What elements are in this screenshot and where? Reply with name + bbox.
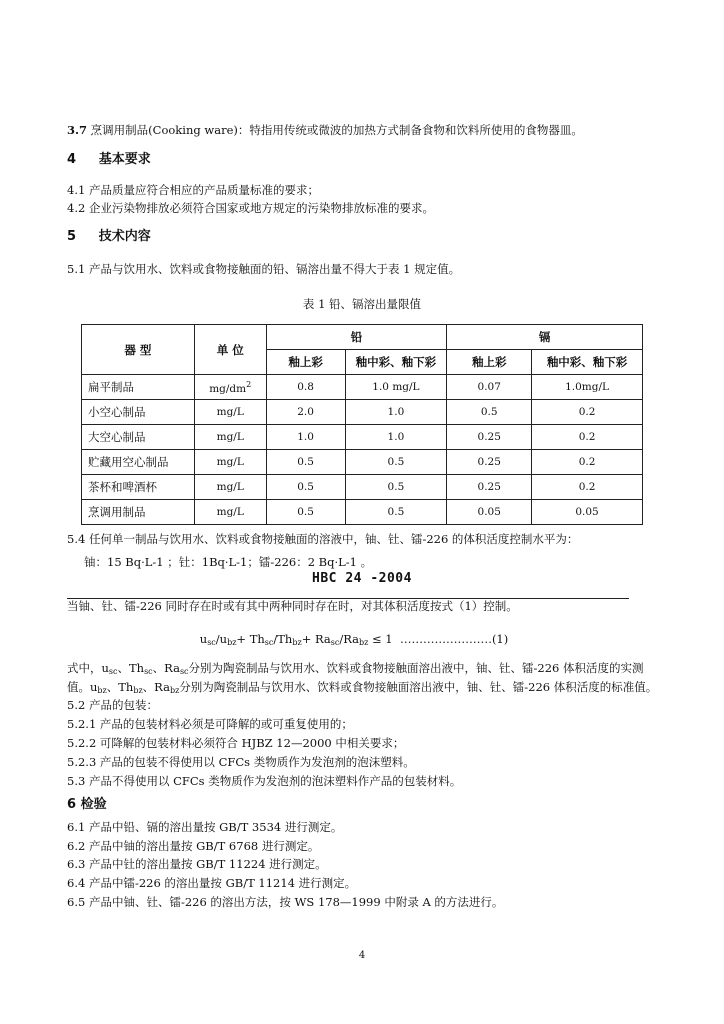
clause-6-1: 6.1 产品中铅、镉的溶出量按 GB/T 3534 进行测定。 [67,820,343,834]
cell-type: 扁平制品 [82,375,195,400]
cell-cadmium-on-glaze: 0.25 [447,450,532,475]
clause-5-2-2: 5.2.2 可降解的包装材料必须符合 HJBZ 12—2000 中相关要求； [67,736,405,750]
running-header-code: HBC 24 -2004 [312,571,412,586]
formula-u: u [199,632,208,646]
sub: sc [179,667,189,676]
clause-5-4: 5.4 任何单一制品与饮用水、饮料或食物接触面的溶液中，铀、钍、镭-226 的体积活度控制水平为： [67,532,579,546]
section-number: 3.7 [67,123,88,137]
cell-cadmium-in-under-glaze: 0.2 [532,450,643,475]
sub: bz [169,686,180,695]
table-row [82,450,643,475]
header-lead-on-glaze: 釉上彩 [266,350,345,375]
table-caption: 表 1 铅、镉溶出量限值 [302,297,422,311]
table-row [82,425,643,450]
table-row [82,375,643,400]
cell-cadmium-in-under-glaze: 0.2 [532,400,643,425]
coexistence-rule: 当铀、钍、镭-226 同时存在时或有其中两种同时存在时，对其体积活度按式（1）控制。 [67,599,518,613]
clause-4-1: 4.1 产品质量应符合相应的产品质量标准的要求； [67,183,319,197]
table-row [82,400,643,425]
cell-lead-in-under-glaze: 1.0 mg/L [345,375,447,400]
clause-6-4: 6.4 产品中镭-226 的溶出量按 GB/T 11214 进行测定。 [67,876,357,890]
clause-6-5: 6.5 产品中铀、钍、镭-226 的溶出方法，按 WS 178—1999 中附录 A 的方法进行。 [67,895,504,909]
explanation-line-2 [67,679,657,699]
clause-5-2: 5.2 产品的包装： [67,698,158,712]
clause-6-2: 6.2 产品中铀的溶出量按 GB/T 6768 进行测定。 [67,839,320,853]
cell-lead-on-glaze: 0.8 [266,375,345,400]
formula-sub: bz [359,638,369,647]
cell-unit: mg/L [194,475,266,500]
cell-lead-on-glaze: 0.5 [266,500,345,525]
limits-table [81,324,643,525]
table-row [82,475,643,500]
section-number: 4 [67,152,77,167]
sub: sc [144,667,153,676]
t: 分别为陶瓷制品与饮用水、饮料或食物接触面溶出液中，铀、钍、镭-226 体积活度的标准值。 [179,680,658,694]
clause-4-2: 4.2 企业污染物排放必须符合国家或地方规定的污染物排放标准的要求。 [67,201,434,215]
header-lead-in-under-glaze: 釉中彩、釉下彩 [345,350,447,375]
section-title: 基本要求 [98,152,151,167]
cell-lead-on-glaze: 0.5 [266,475,345,500]
definition-3-7 [67,122,583,138]
cell-lead-in-under-glaze: 0.5 [345,475,447,500]
formula-sub: sc [264,638,274,647]
table-header-row [82,325,643,350]
cell-cadmium-on-glaze: 0.05 [447,500,532,525]
cell-lead-in-under-glaze: 1.0 [345,425,447,450]
cell-lead-on-glaze: 1.0 [266,425,345,450]
t: 值。u [67,680,98,694]
clause-5-2-1: 5.2.1 产品的包装材料必须是可降解的或可重复使用的； [67,717,353,731]
cell-unit: mg/L [194,400,266,425]
section-5-heading [67,229,151,245]
cell-lead-on-glaze: 2.0 [266,400,345,425]
cell-type: 烹调用制品 [82,500,195,525]
formula-th: Th [277,632,293,646]
cell-cadmium-in-under-glaze: 0.05 [532,500,643,525]
cell-type: 大空心制品 [82,425,195,450]
explanation-line-1 [67,660,644,680]
formula-le: ≤ 1 [372,632,393,646]
table-row [82,500,643,525]
cell-cadmium-in-under-glaze: 0.2 [532,475,643,500]
definition-text: 烹调用制品(Cooking ware)：特指用传统或微波的加热方式制备食物和饮料所使用的食物器皿。 [90,123,583,137]
cell-cadmium-on-glaze: 0.25 [447,425,532,450]
cell-unit: mg/L [194,500,266,525]
clause-5-3: 5.3 产品不得使用以 CFCs 类物质作为发泡剂的泡沫塑料作产品的包装材料。 [67,774,462,788]
radioactivity-limits: 铀：15 Bq·L-1 ；钍：1Bq·L-1；镭-226：2 Bq·L-1 。 [84,555,373,569]
formula-u: u [219,632,228,646]
cell-lead-in-under-glaze: 0.5 [345,500,447,525]
section-number: 5 [67,229,77,244]
cell-unit [194,375,266,400]
formula-sub: bz [227,638,237,647]
cell-cadmium-in-under-glaze: 0.2 [532,425,643,450]
cell-type: 贮藏用空心制品 [82,450,195,475]
t: 、Th [106,680,134,694]
formula-th: Th [249,632,265,646]
cell-lead-in-under-glaze: 0.5 [345,450,447,475]
header-type: 器 型 [82,325,195,375]
t: 、Ra [142,680,170,694]
header-cadmium-on-glaze: 釉上彩 [447,350,532,375]
t: 、Ra [152,661,180,675]
cell-type: 茶杯和啤酒杯 [82,475,195,500]
formula-ra: Ra [343,632,360,646]
sub: bz [97,686,107,695]
cell-cadmium-in-under-glaze: 1.0mg/L [532,375,643,400]
sub: sc [108,667,118,676]
unit-text: mg/dm [209,382,247,395]
section-6-heading: 6 检验 [67,797,107,812]
header-cadmium-in-under-glaze: 釉中彩、釉下彩 [532,350,643,375]
cell-unit: mg/L [194,425,266,450]
header-unit: 单 位 [194,325,266,375]
page-number: 4 [358,950,366,961]
formula-ra: Ra [314,632,331,646]
sub: bz [133,686,143,695]
formula-1: $u_{sc}/u_{bz}+ Th_{sc}/Th_{bz}+ Ra_{sc}/Ra_{bz} \le 1$ ……………………(1) [199,632,509,647]
section-4-heading [67,152,151,168]
formula-number: ……………………(1) [399,632,509,646]
t: 式中，u [67,661,109,675]
clause-5-1: 5.1 产品与饮用水、饮料或食物接触面的铅、镉溶出量不得大于表 1 规定值。 [67,262,461,276]
formula-sub: sc [207,638,216,647]
cell-cadmium-on-glaze: 0.07 [447,375,532,400]
cell-unit: mg/L [194,450,266,475]
cell-cadmium-on-glaze: 0.5 [447,400,532,425]
formula-sub: sc [330,638,340,647]
section-title: 技术内容 [98,229,151,244]
t: 、Th [117,661,145,675]
cell-lead-in-under-glaze: 1.0 [345,400,447,425]
clause-6-3: 6.3 产品中钍的溶出量按 GB/T 11224 进行测定。 [67,857,327,871]
cell-lead-on-glaze: 0.5 [266,450,345,475]
cell-cadmium-on-glaze: 0.25 [447,475,532,500]
unit-superscript: 2 [246,379,252,389]
cell-type: 小空心制品 [82,400,195,425]
header-cadmium: 镉 [447,325,643,350]
formula-sub: bz [292,638,302,647]
t: 分别为陶瓷制品与饮用水、饮料或食物接触面溶出液中，铀、钍、镭-226 体积活度的实测 [188,661,644,675]
clause-5-2-3: 5.2.3 产品的包装不得使用以 CFCs 类物质作为发泡剂的泡沫塑料。 [67,755,415,769]
header-lead: 铅 [266,325,447,350]
